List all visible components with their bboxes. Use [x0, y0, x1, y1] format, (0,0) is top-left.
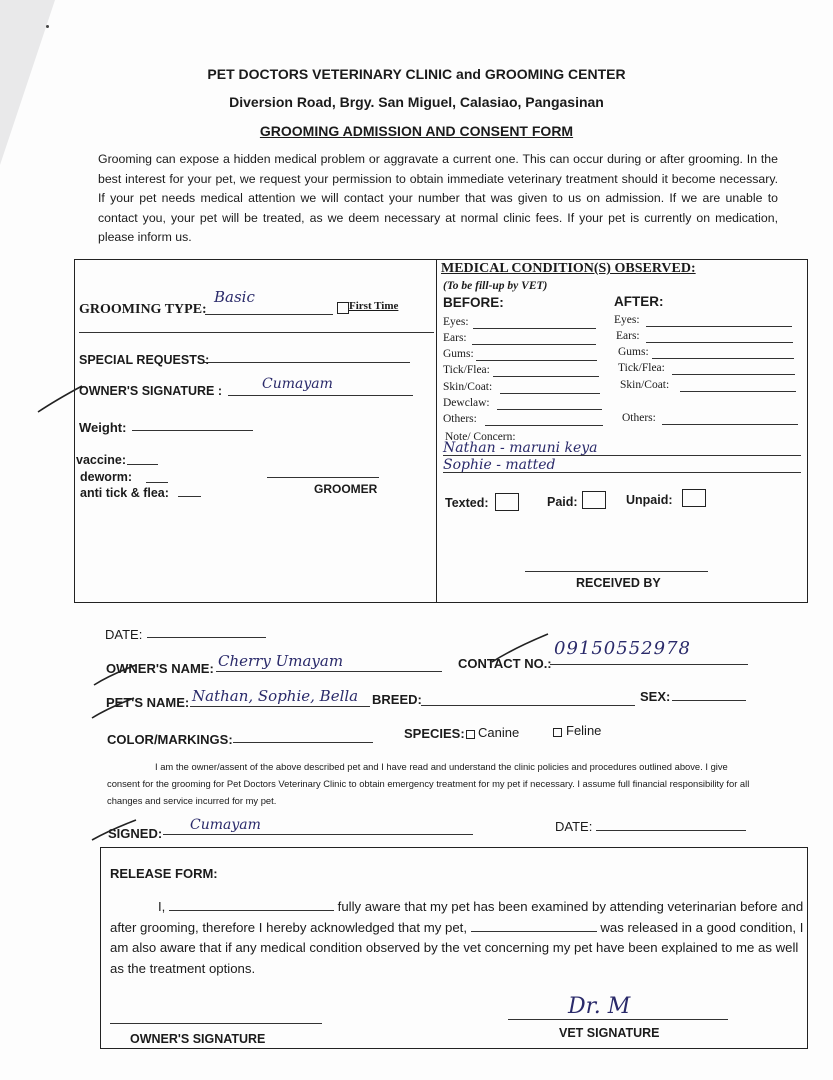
after-item-ears: Ears: — [616, 330, 640, 342]
grooming-type-line — [205, 314, 333, 315]
before-dewclaw-line — [497, 409, 602, 410]
pet-name-value: Nathan, Sophie, Bella — [192, 687, 359, 705]
owner-signature-release-line — [110, 1023, 322, 1024]
feline-checkbox[interactable] — [553, 728, 562, 737]
form-title: GROOMING ADMISSION AND CONSENT FORM — [259, 123, 574, 139]
received-by-label: RECEIVED BY — [576, 576, 661, 590]
anti-tick-line — [178, 496, 201, 497]
after-item-skin-coat: Skin/Coat: — [620, 379, 670, 391]
consent-paragraph: I am the owner/assent of the above described pet and I have read and understand the clinic policies and procedures outlined above. I give consent for the grooming for Pet Doctors Veterinary Clinic to obtain emergency treatment for my pet if necessary. I assume full financial responsibility for all changes and service incurred for my pet. — [107, 761, 750, 806]
release-owner-blank — [169, 898, 334, 911]
contact-label: CONTACT NO.: — [458, 656, 552, 671]
signed-date-line — [596, 830, 746, 831]
first-time-checkbox[interactable] — [337, 302, 349, 314]
special-requests-line — [204, 362, 410, 363]
contact-line — [550, 664, 748, 665]
release-form-title: RELEASE FORM: — [110, 866, 218, 881]
groomer-label: GROOMER — [314, 482, 378, 496]
weight-line — [132, 430, 253, 431]
after-item-eyes: Eyes: — [614, 314, 640, 326]
after-ears-line — [646, 342, 793, 343]
first-time-label: First Time — [349, 300, 399, 312]
note-value-line-2: Sophie - matted — [443, 457, 556, 473]
feline-label: Feline — [566, 723, 602, 738]
species-label: SPECIES: — [404, 726, 465, 741]
owner-name-tick — [92, 661, 138, 689]
contact-tick — [490, 630, 550, 666]
box-divider — [436, 260, 437, 602]
grooming-type-extra-line — [79, 332, 434, 333]
signed-line — [163, 834, 473, 835]
owner-name-line — [216, 671, 442, 672]
release-paragraph — [110, 897, 805, 979]
grooming-type-value: Basic — [214, 288, 255, 306]
canine-checkbox[interactable] — [466, 730, 475, 739]
before-item-skin-coat: Skin/Coat: — [443, 381, 493, 393]
paid-label: Paid: — [547, 495, 578, 509]
before-item-others: Others: — [443, 413, 477, 425]
paid-checkbox[interactable] — [582, 491, 606, 509]
sex-line — [672, 700, 746, 701]
after-label: AFTER: — [614, 294, 664, 309]
color-markings-label: COLOR/MARKINGS: — [107, 732, 233, 747]
anti-tick-label: anti tick & flea: — [80, 486, 169, 500]
vaccine-line — [127, 464, 158, 465]
intro-paragraph: Grooming can expose a hidden medical problem or aggravate a current one. This can occur during or after grooming. In the best interest for your pet, we request your permission to obtain immediate veterinary treatment should it become necessary. If your pet needs medical attention we will contact your number that was given to us on admission. If we are unable to contact you, your pet will be treated, as we deem necessary at normal clinic fees. If your pet is currently on medication, please inform us. — [98, 152, 778, 244]
after-tick-flea-line — [672, 374, 795, 375]
vet-signature-line — [508, 1019, 728, 1020]
breed-label: BREED: — [372, 692, 422, 707]
before-label: BEFORE: — [443, 295, 504, 310]
release-text-1: I, — [158, 899, 166, 914]
special-requests-label: SPECIAL REQUESTS: — [79, 353, 210, 367]
signed-date-label: DATE: — [555, 819, 593, 834]
before-skin-coat-line — [500, 393, 600, 394]
signed-tick — [90, 816, 138, 844]
canine-label: Canine — [478, 725, 520, 740]
before-eyes-line — [473, 328, 596, 329]
before-item-gums: Gums: — [443, 348, 474, 360]
vet-signature-value: Dr. M — [568, 994, 631, 1019]
after-skin-coat-line — [680, 391, 796, 392]
release-text-3: was released in a good condition, I am also aware that if any medical condition observed by the vet concerning my pet have been explained to me as well as the treatment options. — [110, 919, 804, 976]
sex-label: SEX: — [640, 689, 671, 704]
deworm-line — [146, 482, 168, 483]
received-by-line — [525, 571, 708, 572]
texted-label: Texted: — [445, 496, 489, 510]
release-text-2: fully aware that my pet has been examined by attending veterinarian before and after grooming, therefore I hereby acknowledged that my pet, — [110, 899, 804, 935]
signed-label: SIGNED: — [108, 826, 163, 841]
before-gums-line — [476, 360, 597, 361]
unpaid-checkbox[interactable] — [682, 489, 706, 507]
vaccine-label: vaccine: — [76, 453, 127, 467]
groomer-signature-line — [267, 477, 379, 478]
weight-label: Weight: — [79, 420, 127, 435]
texted-checkbox[interactable] — [495, 493, 519, 511]
grooming-type-label: GROOMING TYPE: — [79, 302, 207, 317]
before-item-dewclaw: Dewclaw: — [443, 397, 490, 409]
owner-signature-label: OWNER'S SIGNATURE : — [79, 384, 223, 398]
before-tick-flea-line — [493, 376, 599, 377]
after-gums-line — [652, 358, 794, 359]
owner-signature-value: Cumayam — [262, 376, 333, 392]
after-eyes-line — [646, 326, 792, 327]
clinic-name: PET DOCTORS VETERINARY CLINIC and GROOMING CENTER — [207, 66, 626, 82]
pet-name-line — [190, 706, 370, 707]
medical-subtitle: (To be fill-up by VET) — [443, 280, 548, 292]
after-item-tick-flea: Tick/Flea: — [618, 362, 665, 374]
after-item-others: Others: — [622, 412, 656, 424]
before-ears-line — [472, 344, 596, 345]
owner-signature-line — [228, 395, 413, 396]
after-others-line — [662, 424, 798, 425]
owner-name-label: OWNER'S NAME: — [106, 661, 214, 676]
pet-name-label: PET'S NAME: — [106, 695, 190, 710]
deworm-label: deworm: — [80, 470, 133, 484]
owner-signature-release-label: OWNER'S SIGNATURE — [130, 1032, 266, 1046]
medical-title: MEDICAL CONDITION(S) OBSERVED: — [441, 261, 696, 276]
before-item-ears: Ears: — [443, 332, 467, 344]
date-line — [147, 637, 266, 638]
note-value-line-1: Nathan - maruni keya — [443, 440, 598, 456]
unpaid-label: Unpaid: — [626, 493, 673, 507]
note-label: Note/ Concern: — [445, 431, 516, 443]
clinic-address: Diversion Road, Brgy. San Miguel, Calasiao, Pangasinan — [229, 94, 604, 110]
color-markings-line — [233, 742, 373, 743]
contact-value: 09150552978 — [554, 638, 691, 659]
pet-name-tick — [90, 694, 136, 722]
owner-signature-tick — [36, 382, 84, 416]
owner-name-value: Cherry Umayam — [218, 652, 344, 670]
signed-value: Cumayam — [190, 817, 261, 833]
after-item-gums: Gums: — [618, 346, 649, 358]
vet-signature-label: VET SIGNATURE — [559, 1026, 660, 1040]
scan-speck — [46, 25, 49, 28]
before-item-eyes: Eyes: — [443, 316, 469, 328]
before-others-line — [485, 425, 603, 426]
before-item-tick-flea: Tick/Flea: — [443, 364, 490, 376]
release-pet-blank — [471, 919, 597, 932]
breed-line — [421, 705, 635, 706]
date-label: DATE: — [105, 627, 143, 642]
